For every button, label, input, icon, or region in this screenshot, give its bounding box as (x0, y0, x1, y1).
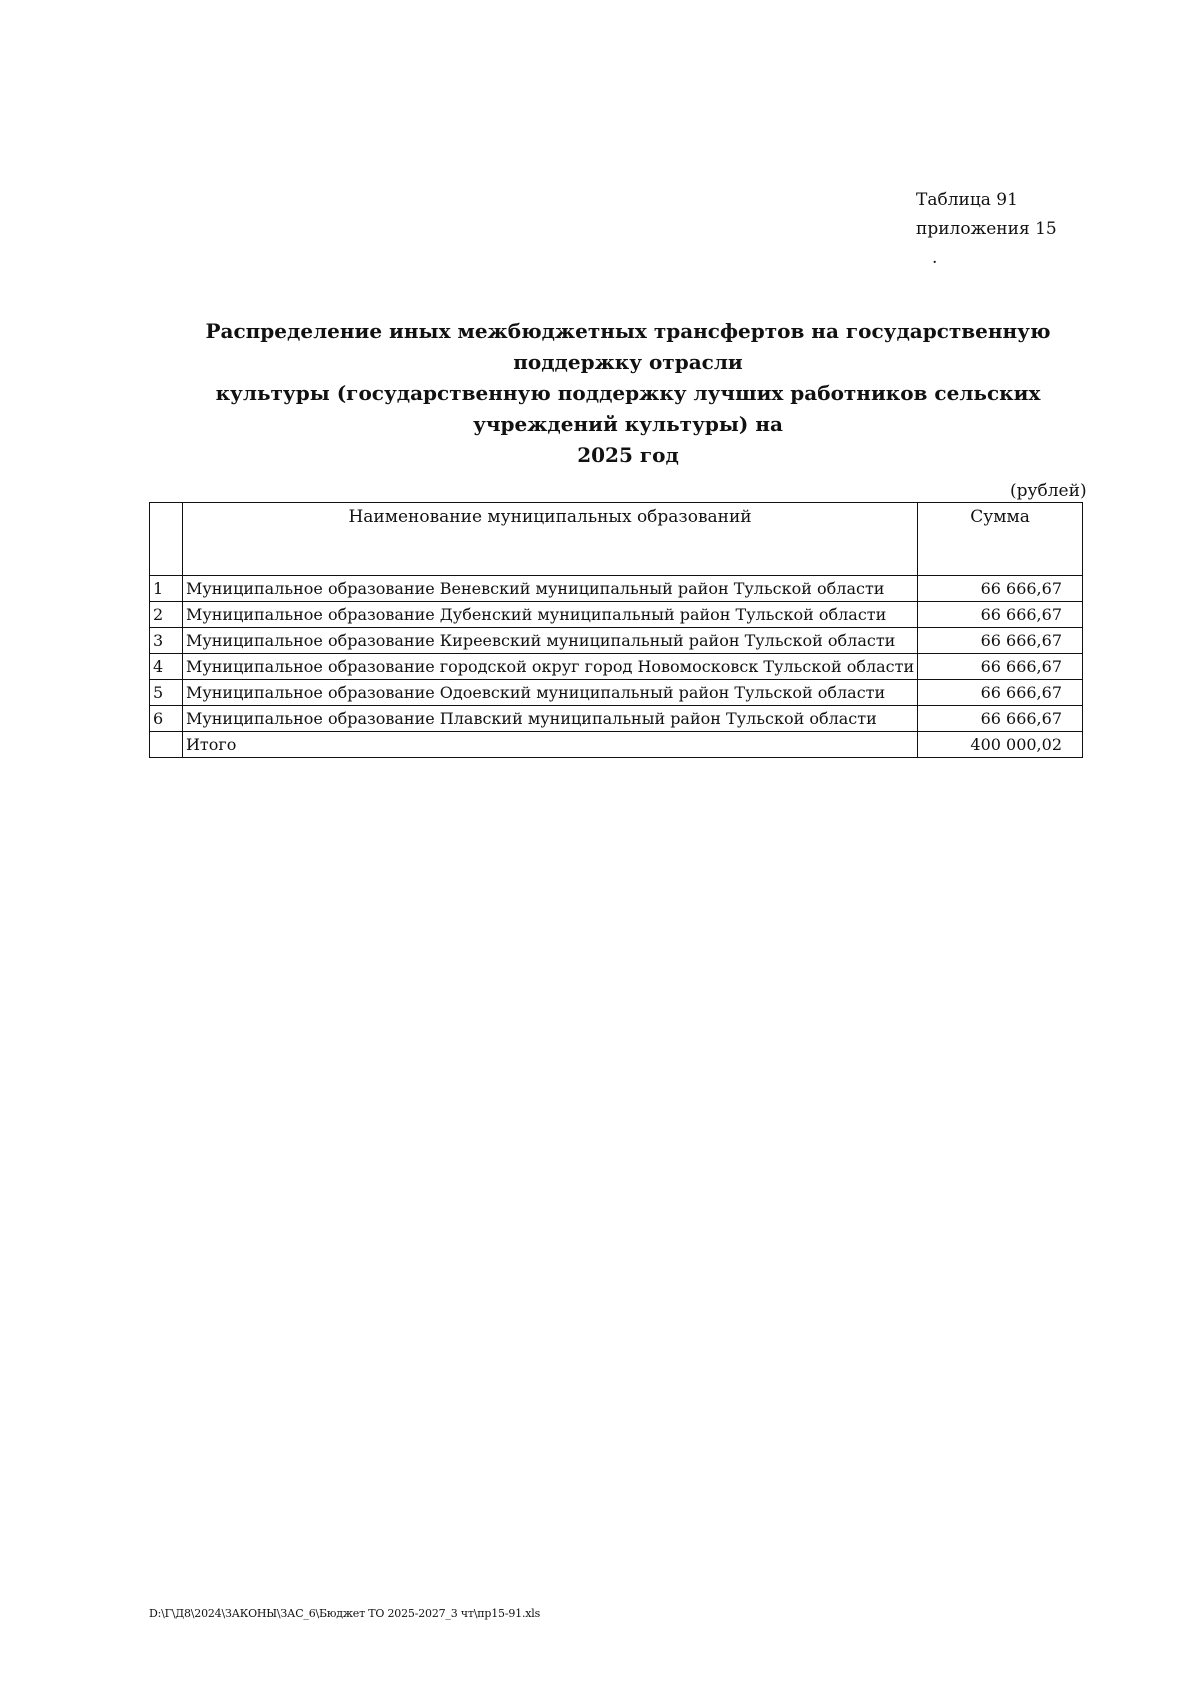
table-row (150, 680, 1083, 706)
file-path-footer: D:\Г\Д8\2024\ЗАКОНЫ\ЗАС_6\Бюджет ТО 2025-2027_3 чт\пр15-91.xls (149, 1607, 541, 1620)
document-title (140, 316, 1116, 471)
row-num: 6 (150, 706, 183, 732)
row-name: Муниципальное образование Киреевский муниципальный район Тульской области (182, 628, 917, 654)
row-name: Муниципальное образование Дубенский муниципальный район Тульской области (182, 602, 917, 628)
total-row (150, 732, 1083, 758)
table-row (150, 576, 1083, 602)
allocation-table (149, 502, 1083, 758)
row-sum: 66 666,67 (918, 628, 1083, 654)
row-num: 1 (150, 576, 183, 602)
row-sum: 66 666,67 (918, 654, 1083, 680)
row-num: 5 (150, 680, 183, 706)
row-name: Муниципальное образование Плавский муниципальный район Тульской области (182, 706, 917, 732)
total-num (150, 732, 183, 758)
appendix-number: приложения 15 (916, 219, 1057, 239)
row-name: Муниципальное образование городской округ город Новомосковск Тульской области (182, 654, 917, 680)
row-sum: 66 666,67 (918, 680, 1083, 706)
row-num: 2 (150, 602, 183, 628)
header-sum: Сумма (918, 503, 1083, 576)
table-row (150, 706, 1083, 732)
header-name: Наименование муниципальных образований (182, 503, 917, 576)
table-row (150, 628, 1083, 654)
header-num (150, 503, 183, 576)
table-reference (916, 186, 1057, 244)
row-sum: 66 666,67 (918, 576, 1083, 602)
title-line-1: Распределение иных межбюджетных трансфертов на государственную поддержку отрасли (205, 319, 1051, 374)
table-header-row (150, 503, 1083, 576)
row-sum: 66 666,67 (918, 706, 1083, 732)
total-sum: 400 000,02 (918, 732, 1083, 758)
table-row (150, 654, 1083, 680)
row-name: Муниципальное образование Веневский муниципальный район Тульской области (182, 576, 917, 602)
table-number: Таблица 91 (916, 190, 1018, 210)
table-row (150, 602, 1083, 628)
total-label: Итого (182, 732, 917, 758)
dot-mark: . (932, 248, 938, 268)
title-line-3: 2025 год (577, 443, 679, 467)
row-sum: 66 666,67 (918, 602, 1083, 628)
unit-label: (рублей) (1010, 481, 1087, 501)
row-name: Муниципальное образование Одоевский муниципальный район Тульской области (182, 680, 917, 706)
row-num: 4 (150, 654, 183, 680)
title-line-2: культуры (государственную поддержку лучших работников сельских учреждений культуры) на (215, 381, 1041, 436)
row-num: 3 (150, 628, 183, 654)
